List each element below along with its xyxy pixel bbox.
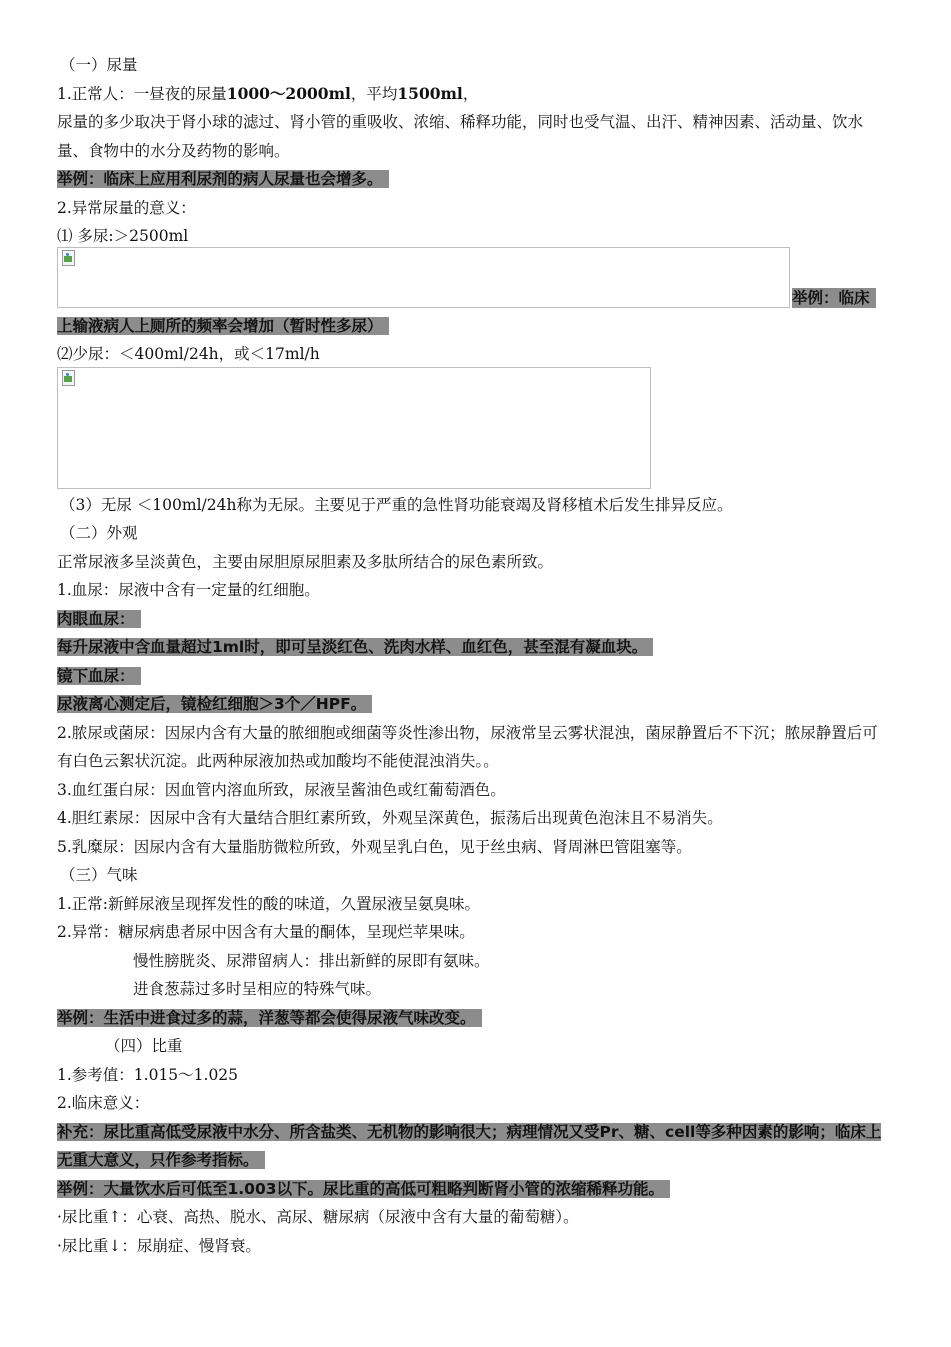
paragraph-volume-factors: 尿量的多少取决于肾小球的滤过、肾小管的重吸收、浓缩、稀释功能，同时也受气温、出汗、精神因素、活动量、饮水量、食物中的水分及药物的影响。 [57,113,864,160]
highlight-example-infusion-a: 举例：临床 [792,288,876,308]
document-page [57,51,893,1260]
highlight-microscopic-hematuria: 镜下血尿： [57,662,893,691]
highlight-example-infusion-b: 上输液病人上厕所的频率会增加（暂时性多尿） [57,312,893,341]
highlight-example-odor: 举例：生活中进食过多的蒜，洋葱等都会使得尿液气味改变。 [57,1004,893,1033]
paragraph-reference-value: 1.参考值：1.015～1.025 [57,1065,239,1084]
paragraph-oliguria: ⑵少尿：＜400ml/24h，或＜17ml/h [57,345,320,363]
image-placeholder-polyuria [57,247,790,308]
paragraph-hemoglobinuria: 3.血红蛋白尿：因血管内溶血所致，尿液呈酱油色或红葡萄酒色。 [57,780,506,799]
section-heading-specific-gravity: （四）比重 [105,1037,183,1055]
paragraph-abnormal-volume: 2.异常尿量的意义： [57,198,196,217]
paragraph-hematuria: 1.血尿：尿液中含有一定量的红细胞。 [57,581,320,599]
image-row-polyuria [57,247,893,308]
paragraph-anuria: （3）无尿 ＜100ml/24h称为无尿。主要见于严重的急性肾功能衰竭及肾移植术后发生排异反应。 [60,495,733,514]
highlight-gross-hematuria: 肉眼血尿： [57,605,893,634]
paragraph-odor-cystitis: 慢性膀胱炎、尿滞留病人：排出新鲜的尿即有氨味。 [133,951,490,970]
section-heading-urine-volume: （一）尿量 [60,56,138,74]
paragraph-chyluria: 5.乳糜尿：因尿内含有大量脂肪微粒所致，外观呈乳白色，见于丝虫病、肾周淋巴管阻塞等。 [57,837,692,856]
paragraph-bilirubinuria: 4.胆红素尿：因尿中含有大量结合胆红素所致，外观呈深黄色，振荡后出现黄色泡沫且不易消失。 [57,809,723,827]
paragraph-odor-normal: 1.正常:新鲜尿液呈现挥发性的酸的味道，久置尿液呈氨臭味。 [57,894,481,913]
highlight-example-water: 举例：大量饮水后可低至1.003以下。尿比重的高低可粗略判断肾小管的浓缩稀释功能。 [57,1175,893,1204]
paragraph-normal-color: 正常尿液多呈淡黄色，主要由尿胆原尿胆素及多肽所结合的尿色素所致。 [57,552,554,571]
paragraph-odor-abnormal: 2.异常：糖尿病患者尿中因含有大量的酮体，呈现烂苹果味。 [57,923,475,941]
highlight-example-diuretic: 举例：临床上应用利尿剂的病人尿量也会增多。 [57,165,893,194]
paragraph-sg-high: ·尿比重↑：心衰、高热、脱水、高尿、糖尿病（尿液中含有大量的葡萄糖）。 [57,1208,579,1226]
section-heading-appearance: （二）外观 [60,524,138,542]
broken-image-icon [60,370,76,386]
section-heading-odor: （三）气味 [60,866,138,884]
paragraph-clinical-significance: 2.临床意义： [57,1094,150,1112]
highlight-gross-hematuria-detail: 每升尿液中含血量超过1ml时，即可呈淡红色、洗肉水样、血红色，甚至混有凝血块。 [57,633,893,662]
highlight-microscopic-hematuria-detail: 尿液离心测定后，镜检红细胞＞3个／HPF。 [57,690,893,719]
paragraph-odor-garlic: 进食葱蒜过多时呈相应的特殊气味。 [133,980,382,998]
paragraph-polyuria: ⑴ 多尿:＞2500ml [57,227,189,245]
paragraph-pyuria: 2.脓尿或菌尿：因尿内含有大量的脓细胞或细菌等炎性渗出物，尿液常呈云雾状混浊，菌尿静置后不下沉；脓尿静置后可有白色云絮状沉淀。此两种尿液加热或加酸均不能使混浊消失。。 [57,723,878,770]
paragraph-sg-low: ·尿比重↓：尿崩症、慢肾衰。 [57,1236,261,1255]
paragraph-normal-volume: 1.正常人：一昼夜的尿量1000～2000ml，平均1500ml， [57,83,479,103]
image-placeholder-oliguria [57,367,651,489]
highlight-supplement: 补充：尿比重高低受尿液中水分、所含盐类、无机物的影响很大；病理情况又受Pr、糖、cell等多种因素的影响；临床上无重大意义，只作参考指标。 [57,1122,882,1169]
broken-image-icon [60,250,76,266]
